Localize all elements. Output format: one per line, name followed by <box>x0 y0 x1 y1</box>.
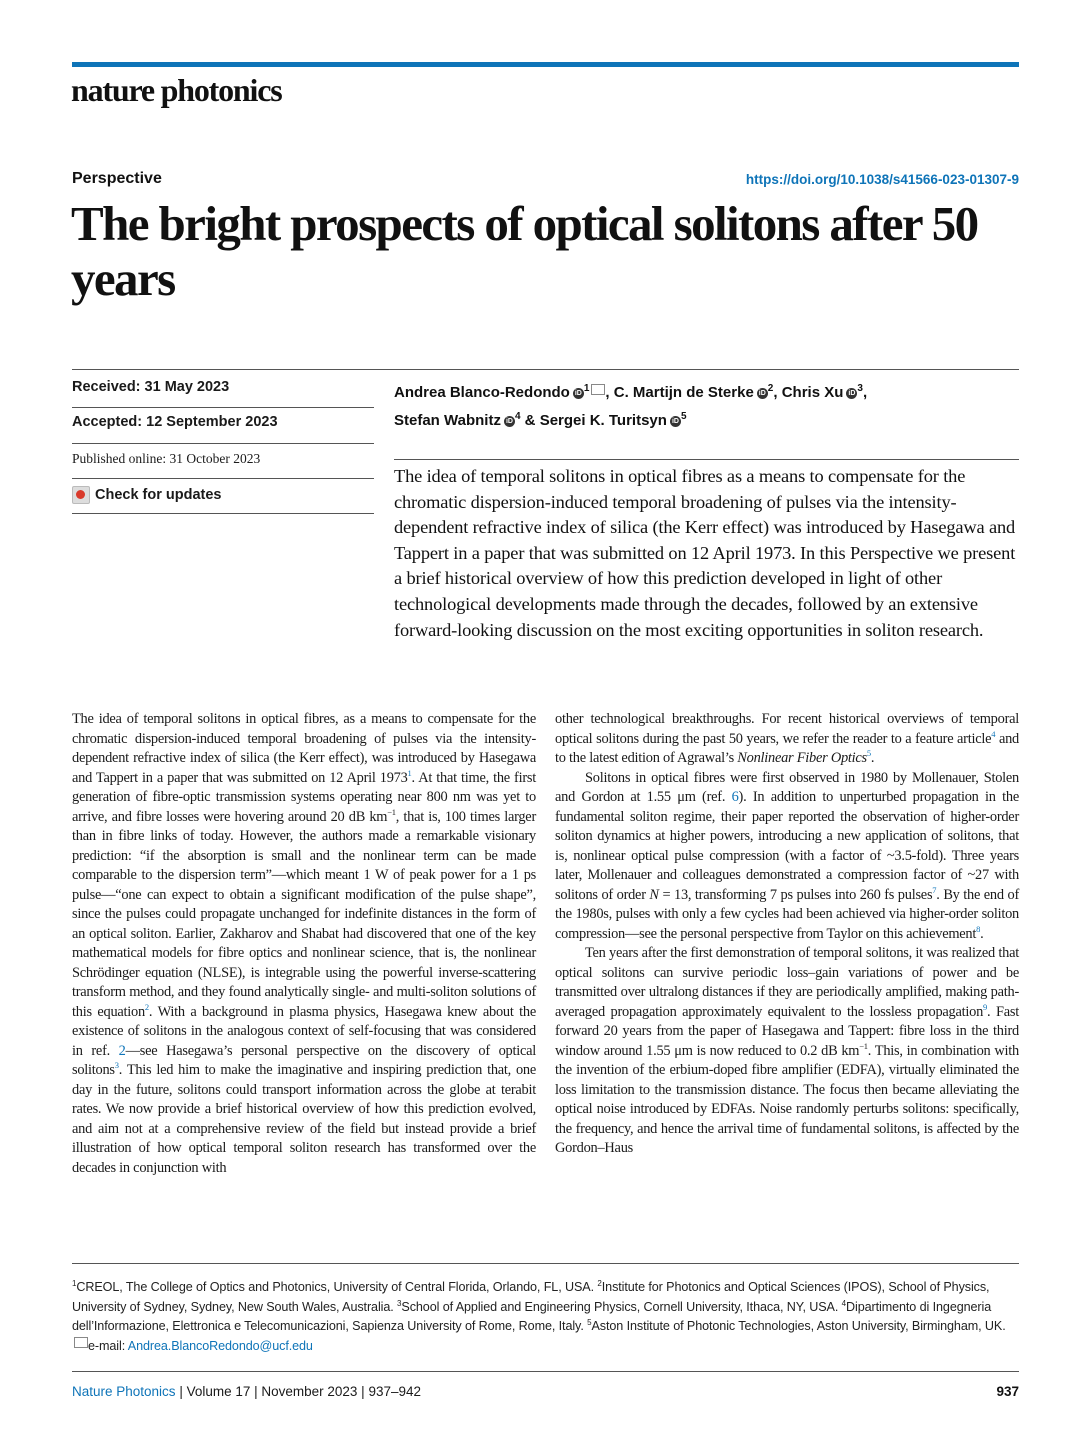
citation-link[interactable]: 2 <box>144 1001 149 1012</box>
article-type: Perspective <box>72 170 162 187</box>
orcid-icon[interactable]: iD <box>848 390 856 397</box>
journal-header-bar <box>72 62 1019 67</box>
author-list: Andrea Blanco-Redondo iD $^1$ , C. Martijn de Sterke iD $^2$, Chris Xu iD $^3$, Stefan Wabnitz iD $^4$ & Sergei K. Turitsyn iD $^5$ <box>394 383 868 429</box>
divider <box>72 1263 1019 1264</box>
citation-link[interactable]: 5 <box>866 748 871 759</box>
citation-link[interactable]: 4 <box>991 728 996 739</box>
divider <box>394 459 1019 460</box>
divider <box>72 478 374 479</box>
page-number: 937 <box>996 1384 1019 1399</box>
journal-logo: nature photonics <box>71 72 282 108</box>
orcid-icon[interactable]: iD <box>574 390 582 397</box>
citation-link[interactable]: 8 <box>976 923 981 934</box>
author-name[interactable]: Sergei K. Turitsyn <box>539 412 667 429</box>
published-date: Published online: 31 October 2023 <box>72 451 261 466</box>
affiliation-marker: 1 <box>583 383 590 394</box>
author-name[interactable]: Chris Xu <box>781 384 844 401</box>
abstract: The idea of temporal solitons in optical fibres as a means to compensate for the chromatic dispersion-induced temporal broadening of pulses via the intensity-dependent refractive index of silica (the Kerr effect) was introduced by Hasegawa and Tappert in a paper that was submitted on 12 April 1973. In this Perspective we present a brief historical overview of how this prediction developed in light of other technological developments made through the decades, followed by an extensive forward-looking discussion on the most exciting opportunities in soliton research. <box>394 466 1016 640</box>
citation-link[interactable]: 6 <box>731 789 739 805</box>
citation-link[interactable]: 9 <box>983 1001 988 1012</box>
divider <box>72 1371 1019 1372</box>
citation-link[interactable]: 7 <box>932 884 937 895</box>
author-name[interactable]: Andrea Blanco-Redondo <box>394 384 570 401</box>
body-paragraph: Ten years after the first demonstration of temporal solitons, it was realized that optical solitons can survive periodic loss–gain variations of power and be transmitted over ultralong distances if they are periodically amplified, making path-averaged propagation approximately equivalent to the lossless propagation$^9$. Fast forward 20 years from the paper of Hasegawa and Tappert: fibre loss in the third window around 1.55 μm is now reduced to 0.2 dB $km^{-1}$. This, in combination with the invention of the erbium-doped fibre amplifier (EDFA), virtually eliminated the loss limitation to the transmission distance. The focus then became alleviating the optical noise introduced by EDFAs. Noise randomly perturbs solitons: specifically, the frequency, and hence the arrival time of fundamental solitons, is affected by the Gordon–Haus <box>555 945 1019 1156</box>
citation-link[interactable]: 2 <box>118 1042 126 1059</box>
divider <box>72 407 374 408</box>
affiliation-marker: 3 <box>857 383 863 394</box>
body-column-right <box>555 710 1019 1159</box>
divider <box>72 443 374 444</box>
citation-link[interactable]: 3 <box>114 1060 119 1071</box>
crossmark-icon <box>72 486 90 504</box>
footer-journal-link[interactable]: Nature Photonics <box>72 1384 176 1399</box>
body-paragraph: other technological breakthroughs. For recent historical overviews of temporal optical solitons during the past 50 years, we refer the reader to a feature article$^4$ and to the latest edition of Agrawal’s Nonlinear Fiber Optics$^5$. <box>555 711 1019 766</box>
received-date: Received: 31 May 2023 <box>72 379 230 395</box>
email-link[interactable]: Andrea.BlancoRedondo@ucf.edu <box>127 1338 313 1353</box>
orcid-icon[interactable]: iD <box>671 418 679 425</box>
affiliation-marker: 2 <box>767 383 774 394</box>
email-icon[interactable] <box>591 384 605 395</box>
author-name[interactable]: Stefan Wabnitz <box>394 412 501 429</box>
article-title: The bright prospects of optical solitons after 50 years <box>71 196 978 306</box>
divider <box>72 513 374 514</box>
divider <box>72 369 1019 370</box>
check-for-updates-label: Check for updates <box>95 487 222 503</box>
orcid-icon[interactable]: iD <box>758 390 766 397</box>
affiliation-marker: 5 <box>680 411 687 422</box>
affiliation-marker: 4 <box>514 411 521 422</box>
citation-link[interactable]: 1 <box>407 767 412 778</box>
footer-citation: Nature Photonics | Volume 17 | November 2023 | 937–942 <box>72 1384 421 1399</box>
body-column-left <box>72 710 536 1178</box>
author-name[interactable]: C. Martijn de Sterke <box>613 384 754 401</box>
accepted-date: Accepted: 12 September 2023 <box>72 414 278 430</box>
email-icon <box>74 1337 88 1348</box>
orcid-icon[interactable]: iD <box>505 418 513 425</box>
check-for-updates-button[interactable] <box>72 486 374 504</box>
doi-link[interactable]: https://doi.org/10.1038/s41566-023-01307-9 <box>745 172 1019 187</box>
body-paragraph: The idea of temporal solitons in optical fibres, as a means to compensate for the chromatic dispersion-induced temporal broadening of pulses via the intensity-dependent refractive index of silica (the Kerr effect), was introduced by Hasegawa and Tappert in a paper that was submitted on 12 April 1973$^1$. At that time, the first generation of fibre-optic transmission systems operating near 800 nm was yet to arrive, and fibre losses were hovering around 20 dB $km^{-1}$, that is, 100 times larger than in fibre links of today. However, the authors made a remarkable visionary prediction: “if the absorption is small and the nonlinear term can be made comparable to the dispersion term”—which meant 1 W of peak power for a 1 ps pulse—“one can expect to obtain a significant modification of the pulse shape”, since the pulses could propagate unchanged for indefinite distances in the form of an optical soliton. Earlier, Zakharov and Shabat had discovered that one of the key mathematical models for fibre optics and nonlinear science, that is, the nonlinear Schrödinger equation (NLSE), is integrable using the powerful inverse-scattering transform method, and they found analytically single- and multi-soliton solutions of this equation$^2$. With a background in plasma physics, Hasegawa knew about the existence of solitons in the analogous context of self-focusing that was considered in ref. 2—see Hasegawa’s personal perspective on the discovery of optical solitons$^3$. This led him to make the imaginative and inspiring prediction that, one day in the future, solitons could transport information across the globe at terabit rates. We now provide a brief historical overview of how this prediction evolved, and aim not at a comprehensive review of the field but instead provide a brief illustration of how optical temporal soliton research has transformed over the decades in conjunction with <box>72 711 536 1176</box>
body-paragraph: Solitons in optical fibres were first observed in 1980 by Mollenauer, Stolen and Gordon at 1.55 μm (ref. 6). In addition to unperturbed propagation in the fundamental soliton regime, their paper reported the observation of higher-order soliton dynamics at higher powers, introducing a new application of solitons, that is, nonlinear optical pulse compression (with a factor of ~3.5-fold). Three years later, Mollenauer and colleagues demonstrated a compression factor of ~27 with solitons of order N = 13, transforming 7 ps pulses into 260 fs pulses$^7$. By the end of the 1980s, pulses with only a few cycles had been achieved via higher-order soliton compression—see the personal perspective from Taylor on this achievement$^8$. <box>555 769 1019 942</box>
affiliations: $^1$CREOL, The College of Optics and Photonics, University of Central Florida, Orlando, FL, USA. $^2$Institute for Photonics and Optical Sciences (IPOS), School of Physics, University of Sydney, Sydney, New South Wales, Australia. $^3$School of Applied and Engineering Physics, Cornell University, Ithaca, NY, USA. $^4$Dipartimento di Ingegneria dell’Informazione, Elettronica e Telecomunicazioni, Sapienza University of Rome, Rome, Italy. $^5$Aston Institute of Photonic Technologies, Aston University, Birmingham, UK. e-mail: Andrea.BlancoRedondo@ucf.edu <box>72 1278 1006 1353</box>
